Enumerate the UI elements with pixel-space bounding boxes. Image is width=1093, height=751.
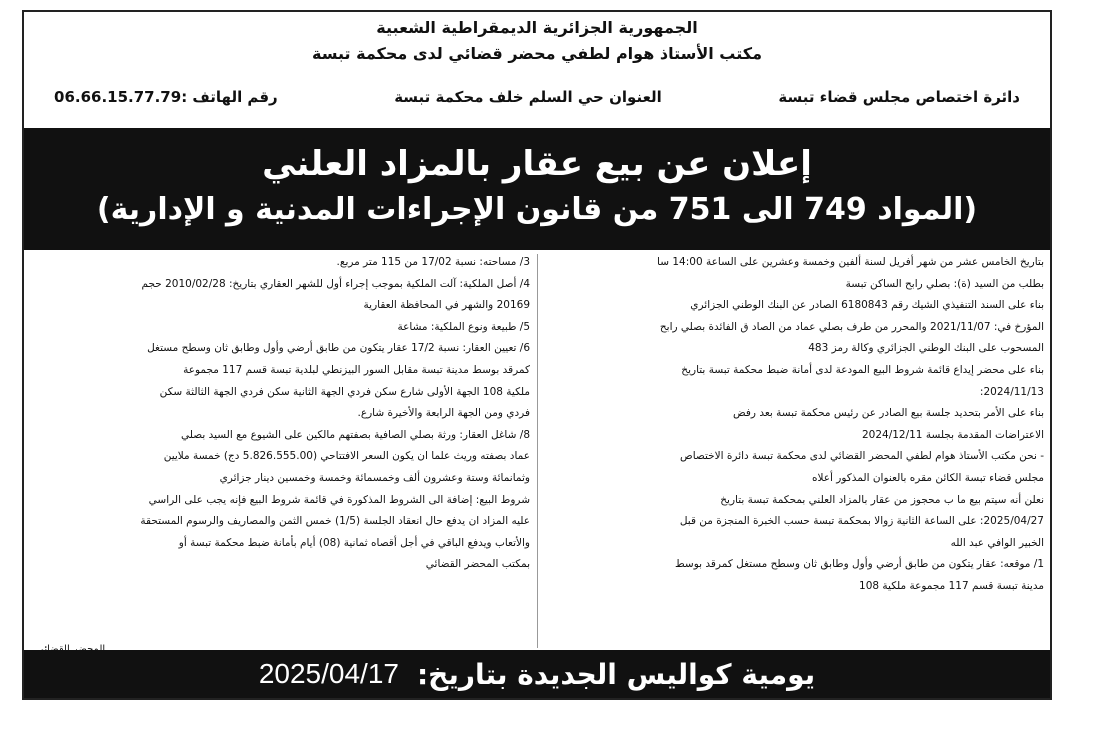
right-line: الخبير الوافي عبد الله: [950, 536, 1044, 549]
left-line: كمرقد بوسط مدينة تبسة مقابل السور البيزنطي لبلدية تبسة قسم 117 مجموعة: [183, 363, 530, 376]
right-line: 2025/04/27: على الساعة الثانية زوالا بمحكمة تبسة حسب الخبرة المنجزة من قبل: [679, 515, 1044, 528]
left-line: عليه المزاد ان يدفع حال انعقاد الجلسة (1/5) خمس الثمن والمصاريف والرسوم المستحقة: [140, 515, 530, 528]
left-line: 6/ تعيين العقار: نسبة 17/2 عقار يتكون من طابق أرضي وأول وطابق ثان وسطح مستغل: [147, 342, 530, 355]
right-line: 1/ موقعه: عقار يتكون من طابق أرضي وأول وطابق ثان وسطح مستغل كمرقد بوسط: [674, 558, 1044, 571]
header-republic: الجمهورية الجزائرية الديمقراطية الشعبية: [376, 18, 698, 37]
left-line: 20169 والشهر في المحافظة العقارية: [363, 299, 530, 312]
right-line: مجلس قضاء تبسة الكائن مقره بالعنوان المذكور أعلاه: [812, 471, 1044, 484]
left-line: 3/ مساحته: نسبة 17/02 من 115 متر مربع.: [336, 256, 530, 268]
title-main: إعلان عن بيع عقار بالمزاد العلني: [262, 144, 812, 184]
right-line: المؤرخ في: 2021/11/07 والمحرر من طرف بصلي عماد من الصاد ق الفائدة بصلي رابح: [659, 320, 1044, 333]
right-line: 2024/11/13:: [979, 385, 1044, 398]
left-line: 5/ طبيعة ونوع الملكية: مشاعة: [397, 320, 530, 333]
left-line: عماد بصفته وريث علما ان يكون السعر الافتتاحي (5.826.555.00 دج) خمسة ملايين: [163, 450, 530, 463]
left-line: 8/ شاغل العقار: ورثة بصلي الصافية بصفتهم مالكين على الشيوع مع السيد بصلي: [181, 428, 530, 441]
right-line: نعلن أنه سيتم بيع ما ب محجوز من عقار بالمزاد العلني بمحكمة تبسة بتاريخ: [720, 493, 1044, 506]
right-line: بطلب من السيد (ة): بصلي رابح الساكن تبسة: [845, 277, 1044, 290]
right-line: بتاريخ الخامس عشر من شهر أفريل لسنة ألفين وخمسة وعشرين على الساعة 14:00 سا: [657, 256, 1044, 268]
left-line: والأتعاب ويدفع الباقي في أجل أقصاه ثمانية (08) أيام بأمانة ضبط محكمة تبسة أو: [178, 536, 530, 549]
footer-date: 2025/04/17: [258, 658, 399, 689]
right-line: المسحوب على البنك الوطني الجزائري وكالة رمز 483: [808, 342, 1044, 355]
left-line: بمكتب المحضر القضائي: [425, 558, 530, 571]
column-divider: [537, 254, 538, 648]
title-band: [24, 128, 1050, 250]
left-column: [30, 252, 530, 652]
right-line: الاعتراضات المقدمة بجلسة 2024/12/11: [861, 428, 1044, 441]
left-line: وثمانمائة وستة وعشرون ألف وخمسمائة وخمسة وخمسين دينار جزائري: [219, 471, 530, 484]
left-line: شروط البيع: إضافة الى الشروط المذكورة في قائمة شروط البيع فإنه يجب على الراسي: [148, 493, 530, 506]
header-office: مكتب الأستاذ هوام لطفي محضر قضائي لدى محكمة تبسة: [312, 44, 762, 63]
right-line: بناء على الأمر بتحديد جلسة بيع الصادر عن رئيس محكمة تبسة بعد رفض: [733, 407, 1044, 420]
right-column: [544, 252, 1044, 652]
announcement-frame: [22, 10, 1052, 700]
left-line: ملكية 108 الجهة الأولى شارع سكن فردي الجهة الثانية سكن فردي الجهة الثالثة سكن: [159, 385, 530, 398]
header-address: العنوان حي السلم خلف محكمة تبسة: [394, 88, 662, 106]
right-line: بناء على السند التنفيذي الشيك رقم 6180843 الصادر عن البنك الوطني الجزائري: [690, 299, 1044, 312]
right-line: بناء على محضر إيداع قائمة شروط البيع المودعة لدى أمانة ضبط محكمة تبسة بتاريخ: [681, 363, 1044, 376]
title-articles: (المواد 749 الى 751 من قانون الإجراءات المدنية و الإدارية): [96, 192, 978, 227]
header-info-row: [54, 88, 1020, 106]
right-line: - نحن مكتب الأستاذ هوام لطفي المحضر القضائي لدى محكمة تبسة دائرة الاختصاص: [680, 450, 1044, 463]
header-phone: رقم الهاتف :06.66.15.77.79: [54, 88, 278, 106]
footer-band: [24, 650, 1050, 698]
footer-newspaper-label: يومية كواليس الجديدة بتاريخ:: [416, 657, 816, 691]
left-line: 4/ أصل الملكية: آلت الملكية بموجب إجراء أول للشهر العقاري بتاريخ: 2010/02/28 حجم: [141, 277, 530, 290]
left-line: فردي ومن الجهة الرابعة والأخيرة شارع.: [357, 407, 530, 420]
header-jurisdiction: دائرة اختصاص مجلس قضاء تبسة: [778, 88, 1020, 106]
right-line: مدينة تبسة قسم 117 مجموعة ملكية 108: [859, 579, 1044, 592]
